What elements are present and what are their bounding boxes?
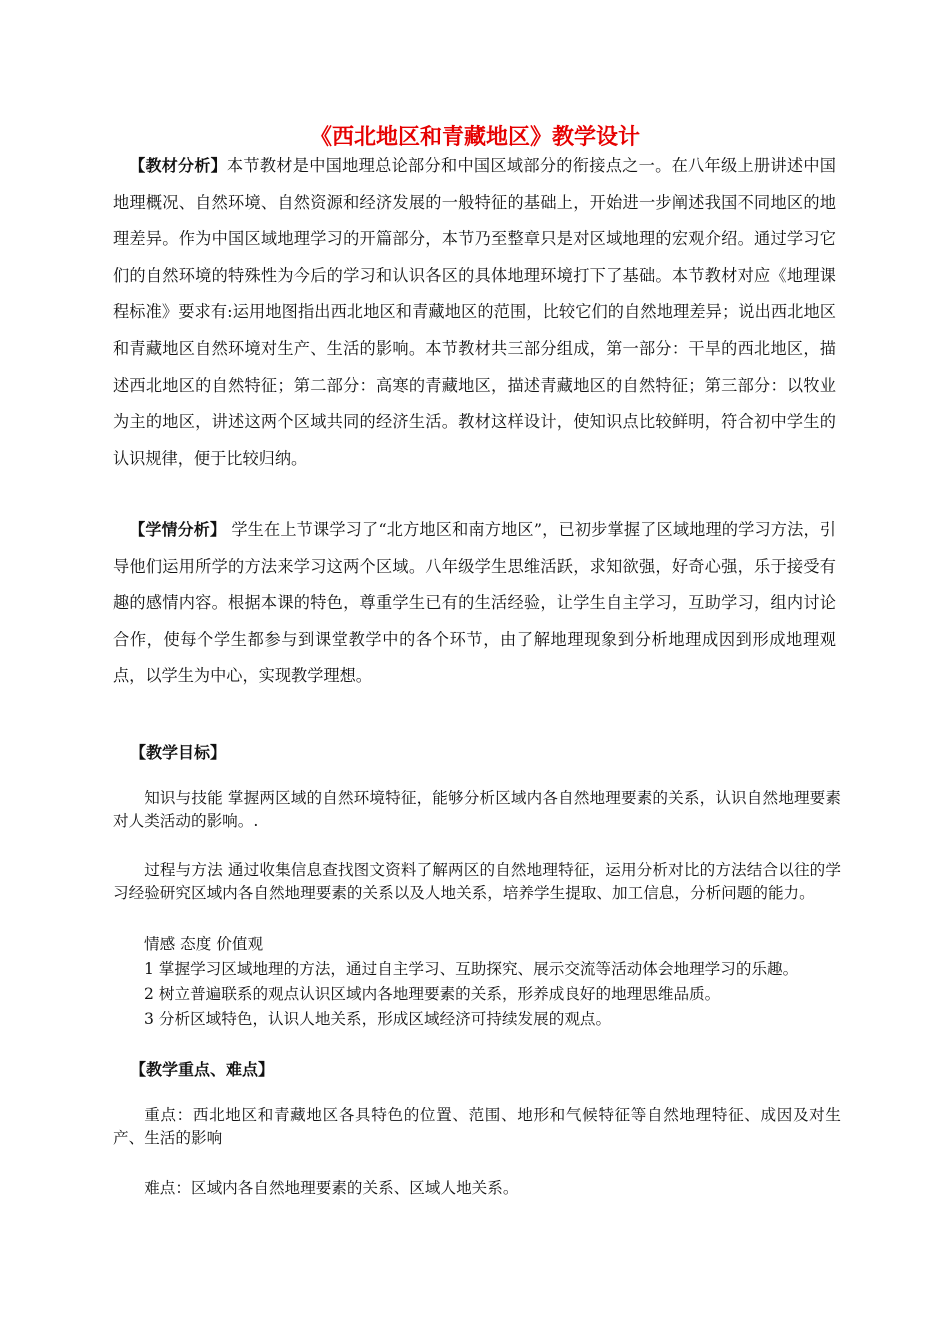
student-analysis-text: 学生在上节课学习了“北方地区和南方地区”，已初步掌握了区域地理的学习方法，引导他们运用所学的方法来学习这两个区域。八年级学生思维活跃，求知欲强，好奇心强，乐于接受有趣的感情内容。根据本课的特色，尊重学生已有的生活经验，让学生自主学习，互助学习，组内讨论合作，使每个学生都参与到课堂教学中的各个环节，由了解地理现象到分析地理成因到形成地理观点，以学生为中心，实现教学理想。 (113, 520, 836, 686)
objective-emotion-heading: 情感 态度 价值观 (144, 935, 264, 953)
objective-item: 2 树立普遍联系的观点认识区域内各地理要素的关系，形养成良好的地理思维品质。 (144, 985, 721, 1003)
student-analysis-paragraph (113, 512, 836, 695)
objective-item: 3 分析区域特色，认识人地关系，形成区域经济可持续发展的观点。 (144, 1010, 612, 1028)
difficult-point-text: 难点：区域内各自然地理要素的关系、区域人地关系。 (144, 1179, 519, 1197)
material-analysis-paragraph (113, 148, 836, 477)
key-points-heading: 【教学重点、难点】 (130, 1060, 275, 1079)
objective-knowledge: 知识与技能 掌握两区域的自然环境特征，能够分析区域内各自然地理要素的关系，认识自然地理要素对人类活动的影响。. (113, 789, 841, 830)
objectives-heading: 【教学目标】 (130, 743, 227, 762)
key-point-text: 重点：西北地区和青藏地区各具特色的位置、范围、地形和气候特征等自然地理特征、成因及对生产、生活的影响 (113, 1106, 841, 1147)
objective-item: 1 掌握学习区域地理的方法，通过自主学习、互助探究、展示交流等活动体会地理学习的乐趣。 (144, 960, 799, 978)
document-title: 《西北地区和青藏地区》教学设计 (309, 125, 640, 150)
student-analysis-label: 【学情分析】 (129, 520, 227, 539)
material-analysis-label: 【教材分析】 (129, 156, 227, 175)
material-analysis-text: 本节教材是中国地理总论部分和中国区域部分的衔接点之一。在八年级上册讲述中国地理概况、自然环境、自然资源和经济发展的一般特征的基础上，开始进一步阐述我国不同地区的地理差异。作为中国区域地理学习的开篇部分，本节乃至整章只是对区域地理的宏观介绍。通过学习它们的自然环境的特殊性为今后的学习和认识各区的具体地理环境打下了基础。本节教材对应《地理课程标准》要求有:运用地图指出西北地区和青藏地区的范围，比较它们的自然地理差异；说出西北地区和青藏地区自然环境对生产、生活的影响。本节教材共三部分组成，第一部分：干旱的西北地区，描述西北地区的自然特征；第二部分：高寒的青藏地区，描述青藏地区的自然特征；第三部分：以牧业为主的地区，讲述这两个区域共同的经济生活。教材这样设计，使知识点比较鲜明，符合初中学生的认识规律，便于比较归纳。 (113, 156, 836, 468)
objective-process: 过程与方法 通过收集信息查找图文资料了解两区的自然地理特征，运用分析对比的方法结合以往的学习经验研究区域内各自然地理要素的关系以及人地关系，培养学生提取、加工信息，分析问题的能力。 (113, 861, 841, 902)
